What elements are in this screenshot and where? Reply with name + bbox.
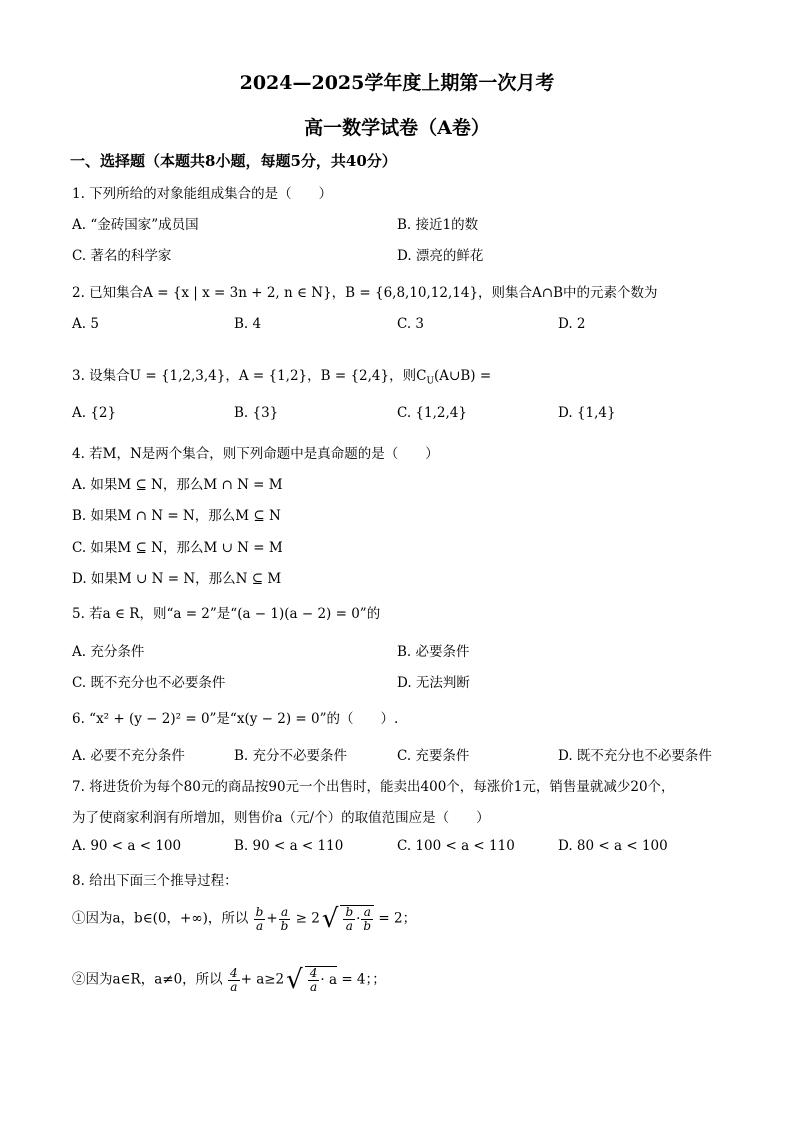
fraction-numerator: 4 — [309, 966, 318, 980]
item-2-prefix: ②因为a∈R，a≠0，所以 — [72, 971, 223, 988]
fraction-denominator: b — [280, 918, 289, 933]
section-heading: 一、选择题（本题共8小题，每题5分，共40分） — [70, 152, 397, 170]
radicand-tail: · a — [320, 972, 338, 988]
question-1-stem: 1. 下列所给的对象能组成集合的是（ ） — [72, 186, 333, 202]
question-5-option-b: B. 必要条件 — [397, 644, 470, 660]
fraction-4-over-a — [228, 967, 240, 994]
fraction — [308, 967, 320, 994]
question-7-stem: 7. 将进货价为每个80元的商品按90元一个出售时，能卖出400个，每涨价1元，销售量就减少20个， — [72, 779, 675, 795]
question-6-stem: 6. “x² + (y − 2)² = 0”是“x(y − 2) = 0”的（ ）. — [72, 711, 399, 727]
question-4-option-a: A. 如果M ⊆ N，那么M ∩ N = M — [72, 477, 283, 493]
fraction-denominator: b — [363, 919, 372, 933]
plus-sign: + — [266, 910, 278, 927]
question-5-option-a: A. 充分条件 — [72, 644, 145, 660]
question-4-option-c: C. 如果M ⊆ N，那么M ∪ N = M — [72, 540, 283, 556]
question-2-option-d: D. 2 — [558, 316, 586, 332]
question-3-option-a: A. {2} — [72, 405, 117, 421]
question-1-option-d: D. 漂亮的鲜花 — [397, 248, 484, 264]
fraction — [343, 906, 355, 933]
question-5-option-d: D. 无法判断 — [397, 675, 470, 691]
question-5-stem: 5. 若a ∈ R，则“a = 2”是“(a − 1)(a − 2) = 0”的 — [72, 606, 381, 622]
fraction-denominator: a — [255, 918, 264, 933]
question-7-option-b: B. 90 < a < 110 — [234, 838, 344, 854]
item-1-tail: = 2； — [378, 910, 417, 927]
question-8-item-1 — [72, 905, 416, 933]
question-6-option-c: C. 充要条件 — [397, 748, 470, 764]
dot-operator: · — [356, 911, 361, 927]
geq-sign: ≥ 2 — [295, 910, 320, 927]
radicand — [340, 905, 374, 933]
fraction-denominator: a — [345, 919, 353, 933]
radicand — [305, 966, 337, 994]
question-3-option-d: D. {1,4} — [558, 405, 616, 421]
question-6-option-d: D. 既不充分也不必要条件 — [558, 748, 712, 764]
question-4-option-b: B. 如果M ∩ N = N，那么M ⊆ N — [72, 508, 281, 524]
question-5-option-c: C. 既不充分也不必要条件 — [72, 675, 226, 691]
question-6-option-a: A. 必要不充分条件 — [72, 748, 185, 764]
question-1-option-c: C. 著名的科学家 — [72, 248, 172, 264]
fraction-denominator: a — [309, 980, 318, 994]
question-2-stem: 2. 已知集合A = {x | x = 3n + 2, n ∈ N}，B = {6,8,10,12,14}，则集合A∩B中的元素个数为 — [72, 285, 658, 301]
question-2-option-b: B. 4 — [234, 316, 262, 332]
question-3-stem-subscript: U — [426, 376, 435, 387]
question-1-option-b: B. 接近1的数 — [397, 217, 479, 233]
item-2-tail: = 4；； — [341, 971, 386, 988]
radical-icon: √ — [286, 965, 303, 995]
fraction-b-over-a — [254, 906, 266, 933]
fraction-numerator: b — [255, 904, 264, 919]
fraction-numerator: a — [279, 906, 291, 920]
fraction-a-over-b — [279, 906, 291, 933]
question-4-stem: 4. 若M，N是两个集合，则下列命题中是真命题的是（ ） — [72, 446, 439, 462]
question-2-option-a: A. 5 — [72, 316, 99, 332]
fraction-numerator: 4 — [229, 965, 238, 980]
question-7-option-a: A. 90 < a < 100 — [72, 838, 182, 854]
question-2-option-c: C. 3 — [397, 316, 425, 332]
question-3-stem — [72, 364, 491, 387]
question-4-option-d: D. 如果M ∪ N = N，那么N ⊆ M — [72, 571, 282, 587]
page-title: 2024—2025学年度上期第一次月考 — [239, 72, 555, 94]
radical-icon: √ — [321, 904, 339, 934]
question-1-option-a: A. “金砖国家”成员国 — [72, 217, 199, 233]
question-3-stem-text: 3. 设集合U = {1,2,3,4}，A = {1,2}，B = {2,4}，则C — [72, 368, 427, 384]
page-subtitle: 高一数学试卷（A卷） — [304, 117, 490, 139]
fraction-numerator: b — [345, 905, 354, 919]
question-6-option-b: B. 充分不必要条件 — [234, 748, 348, 764]
question-7-option-c: C. 100 < a < 110 — [397, 838, 515, 854]
fraction-denominator: a — [230, 979, 238, 994]
item-1-prefix: ①因为a，b∈(0，+∞)，所以 — [72, 910, 249, 927]
question-3-option-b: B. {3} — [234, 405, 279, 421]
fraction — [361, 906, 373, 933]
question-7-stem-line2: 为了使商家利润有所增加，则售价a（元/个）的取值范围应是（ ） — [72, 810, 490, 826]
question-3-stem-tail: (A∪B) = — [434, 368, 492, 384]
item-2-middle: + a≥2 — [240, 971, 285, 988]
fraction-numerator: a — [361, 906, 373, 920]
question-3-option-c: C. {1,2,4} — [397, 405, 467, 421]
question-8-stem: 8. 给出下面三个推导过程： — [72, 873, 238, 889]
question-8-item-2 — [72, 966, 386, 994]
question-7-option-d: D. 80 < a < 100 — [558, 838, 668, 854]
